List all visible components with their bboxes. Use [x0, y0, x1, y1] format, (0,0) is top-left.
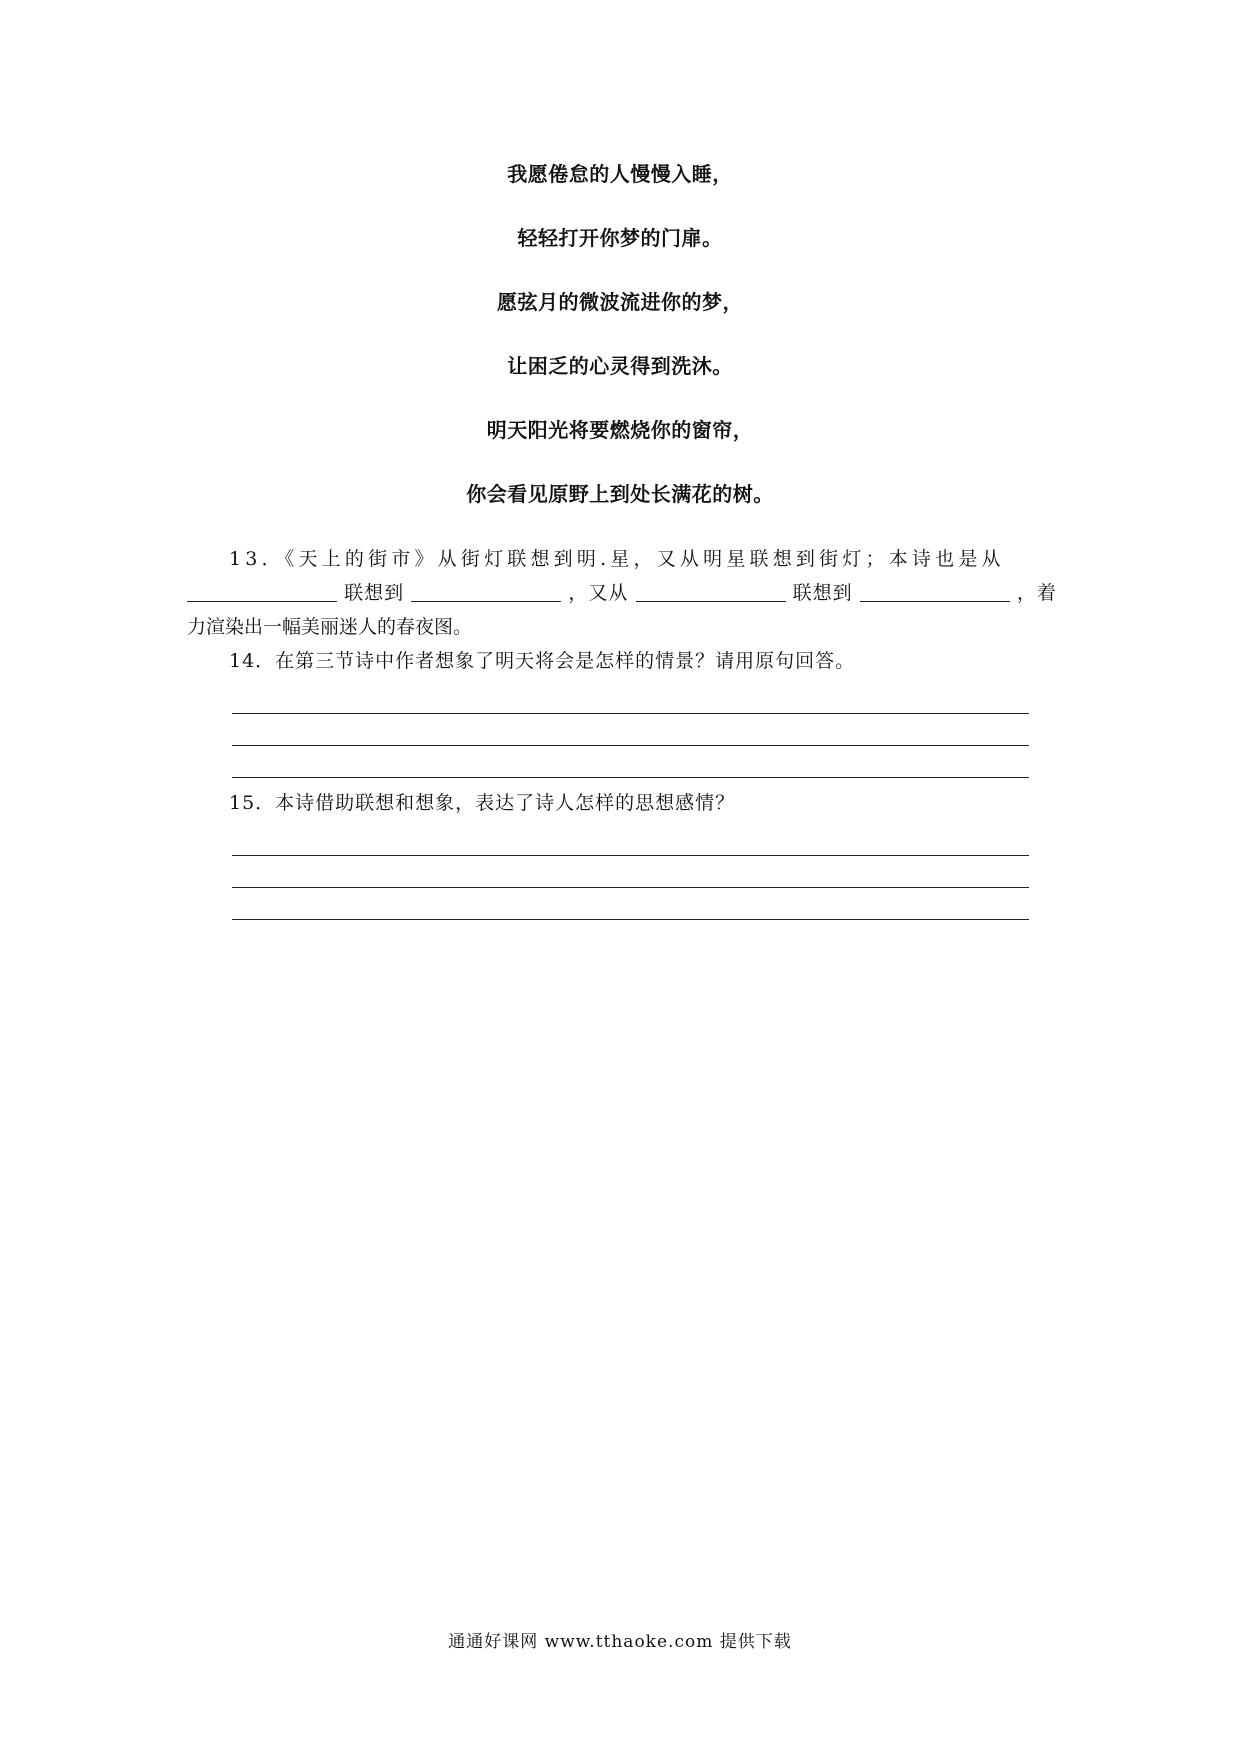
questions-section: [187, 542, 1057, 928]
question-13-blank-4[interactable]: [860, 600, 1010, 602]
question-14: [187, 644, 1057, 786]
answer-line[interactable]: [232, 856, 1029, 888]
question-14-text: 14．在第三节诗中作者想象了明天将会是怎样的情景？请用原句回答。: [229, 650, 856, 672]
question-13-text-2: ，又从: [568, 582, 629, 604]
answer-line[interactable]: [232, 714, 1029, 746]
poem-line-4: 让困乏的心灵得到洗沐。: [507, 354, 733, 378]
poem-line-6: 你会看见原野上到处长满花的树。: [466, 482, 774, 506]
answer-line[interactable]: [232, 682, 1029, 714]
question-13-line-2: [187, 576, 1057, 610]
question-15: [187, 786, 1057, 928]
question-13-line-3: 力渲染出一幅美丽迷人的春夜图。: [187, 616, 473, 638]
question-14-answer-area[interactable]: [232, 678, 1029, 786]
question-13-blank-1[interactable]: [187, 600, 337, 602]
question-15-answer-area[interactable]: [232, 820, 1029, 928]
question-13-blank-2[interactable]: [411, 600, 561, 602]
question-13-text-1: 联想到: [344, 582, 405, 604]
question-13-line-1: 13．《天上的街市》从街灯联想到明.星，又从明星联想到街灯；本诗也是从: [229, 548, 1005, 570]
poem-line-2: 轻轻打开你梦的门扉。: [517, 226, 723, 250]
question-13-blank-3[interactable]: [636, 600, 786, 602]
poem: [0, 160, 1240, 544]
question-15-text: 15．本诗借助联想和想象，表达了诗人怎样的思想感情？: [229, 792, 736, 814]
poem-line-3: 愿弦月的微波流进你的梦，: [497, 290, 743, 314]
question-13-text-3: 联想到: [792, 582, 853, 604]
answer-line[interactable]: [232, 888, 1029, 920]
answer-line[interactable]: [232, 824, 1029, 856]
poem-line-1: 我愿倦怠的人慢慢入睡，: [507, 162, 733, 186]
question-13: [187, 542, 1057, 644]
question-13-text-4: ，着: [1016, 582, 1057, 604]
page-footer: 通通好课网 www.tthaoke.com 提供下载: [448, 1632, 792, 1652]
answer-line[interactable]: [232, 746, 1029, 778]
poem-line-5: 明天阳光将要燃烧你的窗帘，: [486, 418, 754, 442]
